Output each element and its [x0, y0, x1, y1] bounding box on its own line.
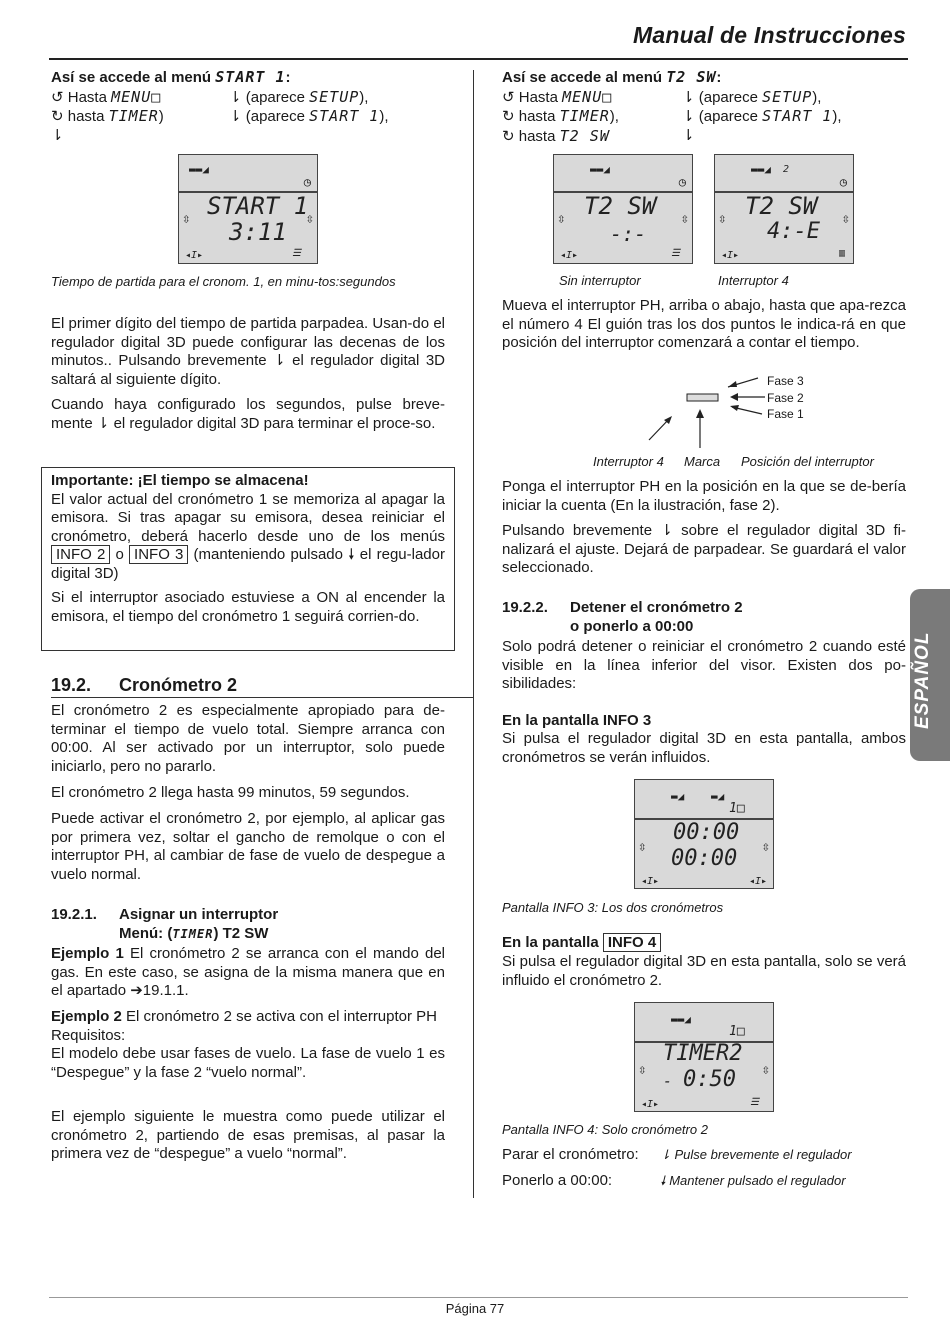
phase-label: Fase 1 [767, 407, 804, 421]
trim-icon: ⇳ [761, 1062, 770, 1078]
caption-info4: Pantalla INFO 4: Solo cronómetro 2 [502, 1122, 708, 1137]
plane-icon: ▬▬◢ [590, 163, 610, 176]
lcd-line1: 00:00 [673, 820, 740, 845]
access-heading-right: Así se accede al menú T2 SW: [502, 68, 722, 86]
trim-icon: ⇳ [718, 211, 727, 227]
paragraph: Si pulsa el regulador digital 3D en esta pantalla, ambos cronómetros se verán influidos. [502, 730, 906, 766]
note-title: Importante: ¡El tiempo se almacena! [51, 472, 309, 489]
language-tab[interactable] [910, 589, 950, 761]
lcd-line1: T2 SW [584, 192, 657, 220]
caption-start1: Tiempo de partida para el cronom. 1, en minu-tos:segundos [51, 274, 396, 289]
lcd-top-value: 1□ [729, 801, 745, 816]
section-heading: 19.2. Cronómetro 2 [51, 676, 474, 698]
diagram-label-mark: Marca [684, 454, 721, 469]
paragraph: Mueva el interruptor PH, arriba o abajo, hasta que apa-rezca el número 4 El guión tras los dos puntos le indica-rá en que posición del interruptor comenzará a contar el tiempo. [502, 297, 906, 351]
page-number: Página 77 [445, 1301, 505, 1316]
access-heading-left: Así se accede al menú START 1: [51, 68, 291, 86]
trim-icon: ⇳ [638, 839, 647, 855]
trim-icon: ⇳ [557, 211, 566, 227]
trim-icon: ⇳ [761, 839, 770, 855]
access-step: ↺ Hasta MENU□ ⇂ (aparece SETUP), [502, 87, 822, 106]
subsection-heading: 19.2.1. Asignar un interruptor Menú: (TIMER) T2 SW [51, 906, 279, 942]
paragraph: Puede activar el cronómetro 2, por ejemplo, al aplicar gas por primera vez, soltar el gancho de remolque o con el interruptor PH, al cambiar de fase de vuelo de despegue a vuelo normal. [51, 810, 445, 883]
language-tab-label: ESPAÑOL [912, 631, 933, 729]
access-step: ↻ hasta TIMER), ⇂ (aparece START 1), [502, 107, 842, 125]
diagram-label-position: Posición del interruptor [741, 454, 874, 469]
caption-switch4: Interruptor 4 [718, 273, 789, 288]
example-2: Ejemplo 2 El cronómetro 2 se activa con el interruptor PH Requisitos: El modelo debe usar fases de vuelo. La fase de vuelo 1 es “Despegue” y la fase 2 “vuelo normal”. [51, 1008, 445, 1081]
paragraph: El primer dígito del tiempo de partida parpadea. Usan-do el regulador digital 3D puede configurar las decenas de los minutos.. Pulsando brevemente ⇂ el regulador digital 3D saltará al siguiente dígito. [51, 315, 445, 388]
paragraph: Solo podrá detener o reiniciar el cronómetro 2 cuando esté visible en la línea inferior del visor. Existen dos po-sibilidades: [502, 638, 906, 692]
info4-key: INFO 4 [603, 933, 661, 952]
lcd-line1: START 1 [207, 192, 309, 220]
page-title: Manual de Instrucciones [633, 22, 906, 48]
trim-icon: ⇳ [305, 211, 314, 227]
plane-icon: ▬◢ [711, 790, 725, 803]
lcd-line1: TIMER2 [663, 1041, 743, 1066]
phase-labels [767, 373, 804, 423]
switch-icon: ▥ [838, 248, 845, 259]
trim-h-icon: ◂I▸ [185, 250, 204, 261]
trim-h-icon: ◂I▸ [641, 1099, 660, 1110]
caption-no-switch: Sin interruptor [559, 273, 641, 288]
plane-icon: ▬▬◢ [751, 163, 771, 176]
plane-icon: ▬▬◢ [189, 163, 209, 176]
trim-h-icon: ◂I▸ [641, 876, 660, 887]
info2-key: INFO 2 [51, 545, 110, 564]
lcd-line1: T2 SW [745, 192, 818, 220]
lcd-display-t2sw-switch4 [714, 154, 854, 264]
lcd-display-start1 [178, 154, 318, 264]
access-step: ⇂ [51, 126, 64, 144]
lcd-display-info3 [634, 779, 774, 889]
subsection-heading: 19.2.2. Detener el cronómetro 2 o ponerlo a 00:00 [502, 599, 743, 635]
trim-icon: ⇳ [841, 211, 850, 227]
clock-icon: ◷ [678, 175, 686, 189]
left-column [51, 68, 445, 145]
paragraph: El ejemplo siguiente le muestra como puede utilizar el cronómetro 2, partiendo de esas premisas, al pasar la primera vez de “despegue” a vuelo “normal”. [51, 1108, 445, 1162]
lcd-line2: 3:11 [229, 218, 287, 246]
paragraph: Cuando haya configurado los segundos, pulse breve-mente ⇂ el regulador digital 3D para terminar el proce-so. [51, 396, 445, 432]
reset-row: Ponerlo a 00:00: 🠗 Mantener pulsado el regulador [502, 1172, 846, 1189]
lcd-line2: 00:00 [671, 846, 738, 871]
note-para: Si el interruptor asociado estuviese a ON al encender la emisora, el tiempo del cronómetro 1 seguirá corrien-do. [51, 589, 445, 625]
access-step: ↻ hasta T2 SW ⇂ [502, 126, 695, 145]
trim-icon: ⇳ [638, 1062, 647, 1078]
phase-label: Fase 3 [767, 374, 804, 388]
trim-h-icon: ◂I▸ [748, 876, 767, 887]
bar-icon: ☰ [292, 248, 301, 259]
info3-heading: En la pantalla INFO 3 [502, 712, 652, 729]
lcd-display-info4: ▬▬◢ 1□ TIMER2 - 0:50 ⇳ ⇳ ◂I▸ ☰ [634, 1002, 774, 1112]
trim-h-icon: ◂I▸ [560, 250, 579, 261]
bar-icon: ☰ [750, 1097, 759, 1108]
header-rule [49, 58, 908, 60]
trim-icon: ⇳ [182, 211, 191, 227]
clock-icon: ◷ [839, 175, 847, 189]
important-note: Importante: ¡El tiempo se almacena! El valor actual del cronómetro 1 se memoriza al apagar la emisora. Si tras apagar su emisora, desea reiniciar el cronómetro, deberá hacerlo desde uno de los menús INFO 2 o INFO 3 (manteniendo pulsado 🠗 el regu-lador digital 3D) Si el interruptor asociado estuviese a ON al encender la emisora, el tiempo del cronómetro 1 seguirá corrien-do. [51, 472, 445, 625]
paragraph: Ponga el interruptor PH en la posición en la que se de-bería iniciar la cuenta (En la ilustración, fase 2). [502, 478, 906, 514]
trim-h-icon: ◂I▸ [721, 250, 740, 261]
diagram-label-switch: Interruptor 4 [593, 454, 664, 469]
lcd-line2: 4:-E [767, 219, 820, 244]
right-column [502, 68, 906, 146]
phase-label: Fase 2 [767, 390, 804, 405]
switch-mark [687, 394, 718, 401]
footer-rule [49, 1297, 908, 1298]
info3-key: INFO 3 [129, 545, 188, 564]
lcd-display-t2sw-none [553, 154, 693, 264]
paragraph: Si pulsa el regulador digital 3D en esta pantalla, solo se verá influido el cronómetro 2. [502, 953, 906, 989]
lcd-line2: -:- [610, 222, 647, 246]
info4-heading: En la pantalla INFO 4 [502, 934, 661, 953]
example-1: Ejemplo 1 El cronómetro 2 se arranca con el mando del gas. En este caso, se asigna de la misma manera que en el apartado ➔19.1.1. [51, 945, 446, 999]
lcd-top-value: 1□ [729, 1024, 745, 1039]
stop-row: Parar el cronómetro: ⇂ Pulse brevemente el regulador [502, 1146, 852, 1163]
trim-icon: ⇳ [680, 211, 689, 227]
column-divider [473, 70, 474, 1198]
caption-info3: Pantalla INFO 3: Los dos cronómetros [502, 900, 724, 915]
paragraph: Pulsando brevemente ⇂ sobre el regulador digital 3D fi-nalizará el ajuste. Dejará de parpadear. Se guardará el valor seleccionado. [502, 522, 906, 576]
lcd-line2: 0:50 [683, 1067, 736, 1092]
paragraph: El cronómetro 2 es especialmente apropiado para de-terminar el tiempo de vuelo total. Siempre arranca con 00:00. Al ser activado por un interruptor, solo puede iniciarlo, pero no pararlo. [51, 702, 445, 775]
paragraph: El cronómetro 2 llega hasta 99 minutos, 59 segundos. [51, 784, 410, 801]
bar-icon: ☰ [671, 248, 680, 259]
plane-icon: ▬▬◢ [671, 1013, 691, 1026]
access-step: ↺ Hasta MENU□ ⇂ (aparece SETUP), [51, 87, 369, 106]
clock-icon: ◷ [303, 175, 311, 189]
plane-icon: ▬◢ [671, 790, 685, 803]
access-step: ↻ hasta TIMER) ⇂ (aparece START 1), [51, 107, 389, 125]
lcd-phase-number: 2 [783, 164, 790, 175]
